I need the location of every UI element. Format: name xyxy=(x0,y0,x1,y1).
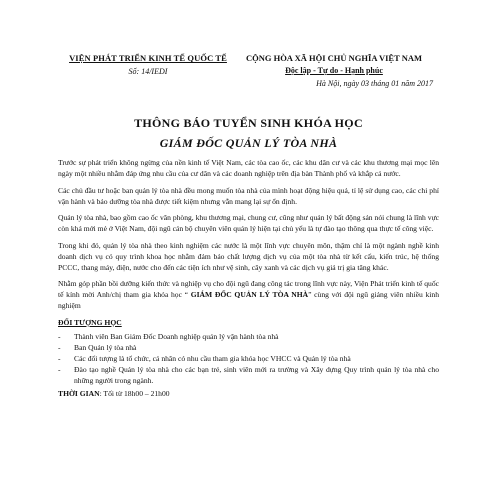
national-block xyxy=(229,53,439,88)
invitation-text-end: ” cùng với đội ngũ giảng viên nhiều kinh nghiệm xyxy=(58,290,440,310)
schedule-label: THỜI GIAN xyxy=(58,388,100,398)
invitation-paragraph xyxy=(58,278,439,311)
paragraph: Quản lý tòa nhà, bao gồm cao ốc văn phòng, khu thương mại, chung cư, cũng như quản lý bất động sản nói chung là lĩnh vực còn khá mới mẻ ở Việt Nam, đội ngũ cán bộ chuyên viên quản lý hiện tại chủ yếu là tự đào tạo thông qua thực tế công việc. xyxy=(58,213,439,233)
bullet-dash: - xyxy=(58,331,61,341)
paragraph: Trước sự phát triển không ngừng của nền kinh tế Việt Nam, các tòa cao ốc, các khu dân cư và các khu thương mại mọc lên ngày một nhiều nhằm đáp ứng nhu cầu của cư dân và các doanh nghiệp trên địa bàn Thành phố và khắp cả nước. xyxy=(58,158,439,178)
national-motto: Độc lập - Tự do - Hạnh phúc xyxy=(285,66,383,75)
list-item xyxy=(58,353,439,364)
schedule-value: : Tối từ 18h00 – 21h00 xyxy=(99,388,170,398)
national-title: CỘNG HÒA XÃ HỘI CHỦ NGHĨA VIỆT NAM xyxy=(245,53,423,63)
organization-name: VIỆN PHÁT TRIỂN KINH TẾ QUỐC TẾ xyxy=(69,53,227,63)
paragraph: Các chủ đầu tư hoặc ban quản lý tòa nhà đều mong muốn tòa nhà của mình hoạt động hiệu quả, tỉ lệ sử dụng cao, các chi phí vận hành và bảo dưỡng tòa nhà được tiết kiệm nhưng vẫn mang lại sự ổn định. xyxy=(58,185,439,206)
document-header xyxy=(58,53,439,103)
invitation-text-start: Nhằm góp phần bồi dưỡng kiến thức và nghiệp vụ cho đội ngũ đang công tác trong lĩnh vực này, Viện Phát triển kinh tế quốc tế kính mời Anh/chị tham gia khóa học “ xyxy=(58,279,439,299)
course-title: GIÁM ĐỐC QUẢN LÝ TÒA NHÀ xyxy=(159,136,338,150)
document-title: THÔNG BÁO TUYỂN SINH KHÓA HỌC xyxy=(134,116,363,130)
list-item xyxy=(58,364,439,386)
list-item xyxy=(58,342,439,353)
place-date: Hà Nội, ngày 03 tháng 01 năm 2017 xyxy=(316,79,433,88)
list-item-text: Đào tạo nghề Quản lý tòa nhà cho các bạn trẻ, sinh viên mới ra trường và Xây dựng Quy trình quản lý tòa nhà cho những người trong ngành. xyxy=(74,364,439,385)
list-item xyxy=(58,331,439,342)
bullet-dash: - xyxy=(58,342,61,352)
audience-heading: ĐỐI TƯỢNG HỌC xyxy=(58,317,122,327)
bullet-dash: - xyxy=(58,353,61,363)
list-item-text: Ban Quản lý tòa nhà xyxy=(74,342,137,352)
bullet-dash: - xyxy=(58,364,61,374)
list-item-text: Các đối tượng là tổ chức, cá nhân có nhu cầu tham gia khóa học VHCC và Quản lý tòa nhà xyxy=(74,353,351,363)
list-item-text: Thành viên Ban Giám Đốc Doanh nghiệp quản lý vận hành tòa nhà xyxy=(74,331,279,341)
issuer-block xyxy=(58,53,238,76)
paragraph: Trong khi đó, quản lý tòa nhà theo kinh nghiệm các nước là một lĩnh vực chuyên môn, thậm chí là một ngành nghề kinh doanh dịch vụ có quy trình khoa học nhằm đảm bảo chất lượng dịch vụ của một tòa nhà từ kết cấu, kiến trúc, hệ thống PCCC, thang máy, điện, nước cho đến các tiện ích như vệ sinh, cây xanh và các dịch vụ giá trị gia tăng khác. xyxy=(58,240,439,272)
document-body xyxy=(58,157,439,399)
invitation-course-name: GIÁM ĐỐC QUẢN LÝ TÒA NHÀ xyxy=(190,290,309,299)
audience-list xyxy=(58,331,439,386)
document-number: Số: 14/IEDI xyxy=(128,67,168,76)
schedule-line xyxy=(58,388,439,399)
